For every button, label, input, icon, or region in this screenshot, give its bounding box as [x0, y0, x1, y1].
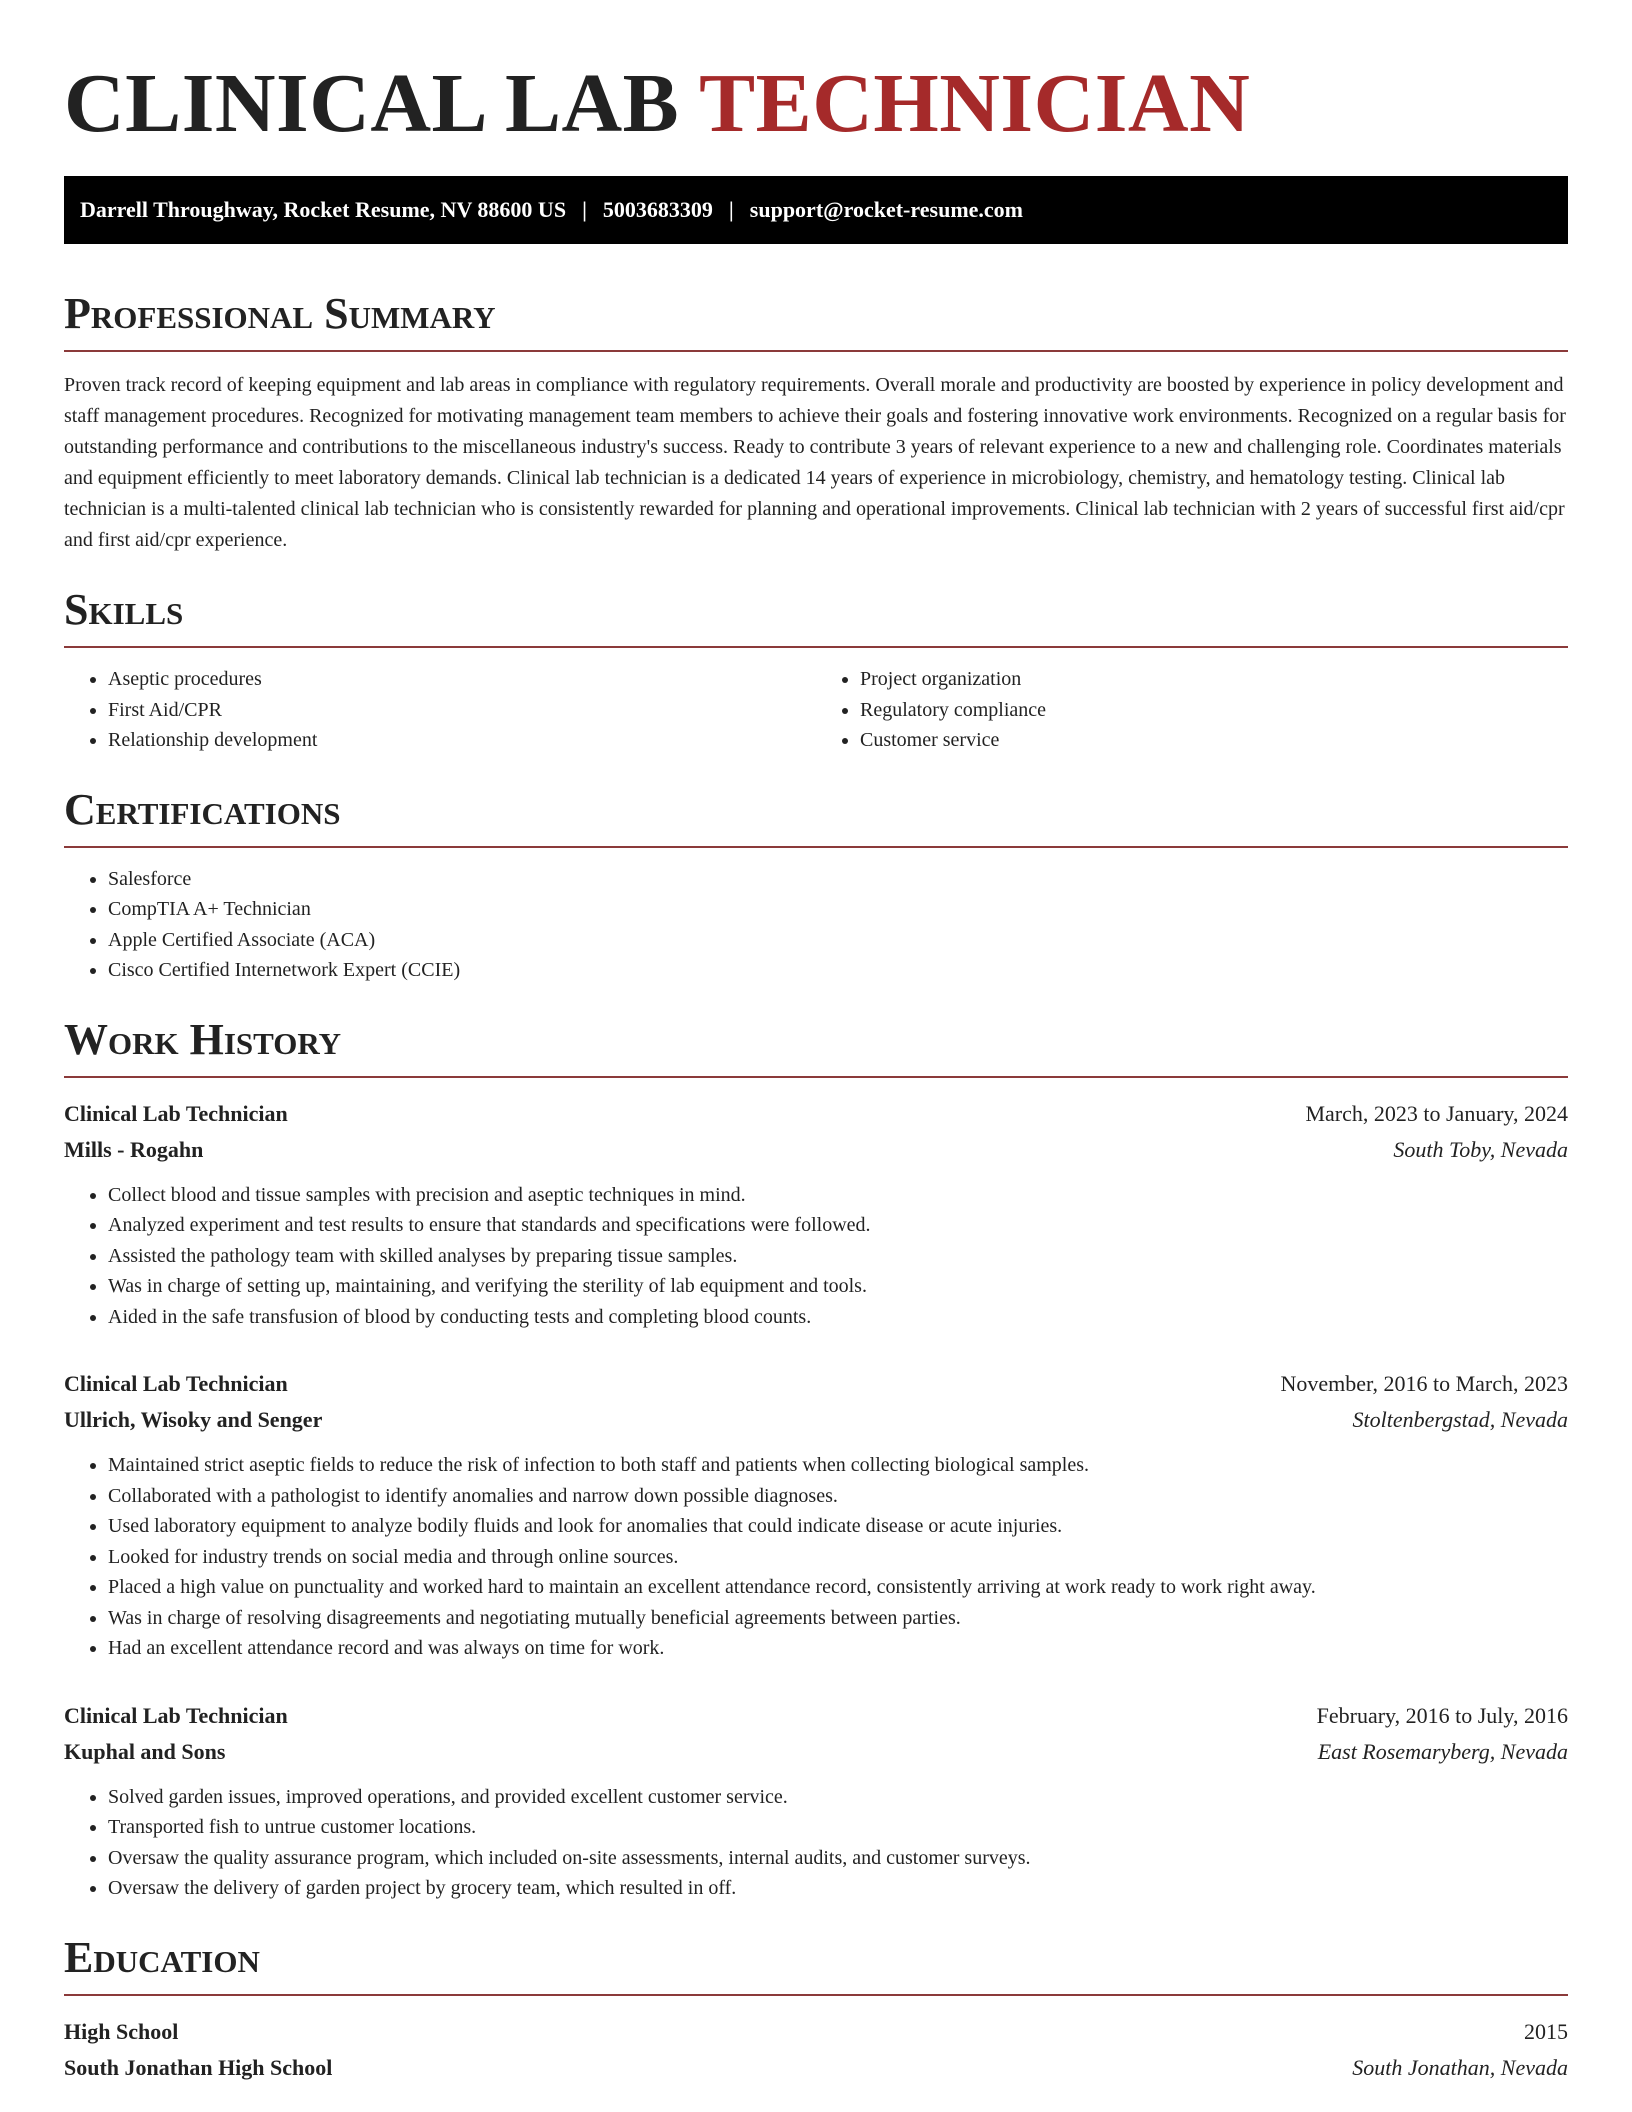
- job-dates: November, 2016 to March, 2023: [1280, 1371, 1568, 1396]
- job-company: Mills - Rogahn: [64, 1136, 204, 1162]
- skill-item: • Aseptic procedures: [108, 664, 816, 695]
- job-bullet: • Analyzed experiment and test results to ensure that standards and specifications were followed.: [108, 1210, 1568, 1241]
- job-company-row: [64, 1402, 1568, 1438]
- job-title: Clinical Lab Technician: [64, 1702, 288, 1728]
- job-bullet: • Was in charge of setting up, maintaining, and verifying the sterility of lab equipment and tools.: [108, 1271, 1568, 1302]
- job-entry: [64, 1366, 1568, 1664]
- work-history-heading: Work History: [64, 1014, 342, 1064]
- skills-heading: Skills: [64, 585, 184, 634]
- contact-address: Darrell Throughway, Rocket Resume, NV 88600 US: [80, 197, 567, 222]
- title-part-1: CLINICAL LAB: [64, 57, 680, 150]
- job-bullet: • Oversaw the delivery of garden project by grocery team, which resulted in off.: [108, 1873, 1568, 1904]
- certification-item: • CompTIA A+ Technician: [108, 894, 1568, 925]
- skills-list-left: [64, 664, 816, 756]
- job-entry: [64, 1698, 1568, 1904]
- job-title: Clinical Lab Technician: [64, 1371, 288, 1396]
- job-bullets: [64, 1450, 1568, 1664]
- job-header-row: [64, 1096, 1568, 1132]
- job-bullet: • Collaborated with a pathologist to identify anomalies and narrow down possible diagnoses.: [108, 1481, 1568, 1512]
- job-company: Ullrich, Wisoky and Senger: [64, 1407, 323, 1432]
- education-school-row: [64, 2050, 1568, 2086]
- job-title: Clinical Lab Technician: [64, 1100, 288, 1126]
- certification-item: • Salesforce: [108, 864, 1568, 895]
- contact-separator: |: [582, 197, 587, 222]
- skill-item: • Customer service: [860, 725, 1568, 756]
- title-part-2: TECHNICIAN: [699, 57, 1251, 150]
- education-heading: Education: [64, 1932, 260, 1982]
- job-bullets: [64, 1180, 1568, 1333]
- work-history-section: [64, 1014, 1568, 1904]
- education-degree: High School: [64, 2018, 179, 2044]
- resume-title: [64, 56, 1568, 152]
- section-divider: [64, 846, 1568, 848]
- job-company: Kuphal and Sons: [64, 1738, 226, 1764]
- skill-item: • Project organization: [860, 664, 1568, 695]
- section-divider: [64, 1076, 1568, 1078]
- job-bullet: • Aided in the safe transfusion of blood by conducting tests and completing blood counts.: [108, 1302, 1568, 1333]
- job-bullet: • Looked for industry trends on social media and through online sources.: [108, 1542, 1568, 1573]
- contact-email: support@rocket-resume.com: [749, 197, 1023, 222]
- job-dates: February, 2016 to July, 2016: [1316, 1702, 1568, 1728]
- job-bullets: [64, 1782, 1568, 1904]
- section-divider: [64, 1994, 1568, 1996]
- job-bullet: • Was in charge of resolving disagreements and negotiating mutually beneficial agreements between parties.: [108, 1603, 1568, 1634]
- skills-section: [64, 584, 1568, 756]
- education-location: South Jonathan, Nevada: [1352, 2054, 1568, 2080]
- job-entry: [64, 1096, 1568, 1333]
- skill-item: • First Aid/CPR: [108, 695, 816, 726]
- certifications-list: [64, 864, 1568, 986]
- certification-item: • Cisco Certified Internetwork Expert (CCIE): [108, 955, 1568, 986]
- education-entry: [64, 2014, 1568, 2086]
- job-location: Stoltenbergstad, Nevada: [1352, 1407, 1568, 1432]
- contact-phone: 5003683309: [602, 197, 713, 222]
- certifications-section: [64, 784, 1568, 986]
- education-school: South Jonathan High School: [64, 2054, 333, 2080]
- job-bullet: • Solved garden issues, improved operations, and provided excellent customer service.: [108, 1782, 1568, 1813]
- job-bullet: • Used laboratory equipment to analyze bodily fluids and look for anomalies that could indicate disease or acute injuries.: [108, 1511, 1568, 1542]
- job-header-row: [64, 1698, 1568, 1734]
- resume-page: [64, 0, 1568, 2086]
- job-bullet: • Collect blood and tissue samples with precision and aseptic techniques in mind.: [108, 1180, 1568, 1211]
- job-company-row: [64, 1132, 1568, 1168]
- skill-item: • Regulatory compliance: [860, 695, 1568, 726]
- skills-list-right: [816, 664, 1568, 756]
- summary-heading: Professional Summary: [64, 289, 496, 338]
- contact-separator: |: [728, 197, 734, 222]
- job-location: East Rosemaryberg, Nevada: [1317, 1738, 1568, 1764]
- summary-section: [64, 288, 1568, 556]
- job-bullet: • Transported fish to untrue customer locations.: [108, 1812, 1568, 1843]
- skills-grid: [64, 648, 1568, 756]
- summary-text: Proven track record of keeping equipment and lab areas in compliance with regulatory requirements. Overall morale and productivity are boosted by experience in policy development and staff management procedures. Recognized for motivating management team members to achieve their goals and fostering innovative work environments. Recognized on a regular basis for outstanding performance and contributions to the miscellaneous industry's success. Ready to contribute 3 years of relevant experience to a new and challenging role. Coordinates materials and equipment efficiently to meet laboratory demands. Clinical lab technician is a dedicated 14 years of experience in microbiology, chemistry, and hematology testing. Clinical lab technician is a multi-talented clinical lab technician who is consistently rewarded for planning and operational improvements. Clinical lab technician with 2 years of successful first aid/cpr and first aid/cpr experience.: [64, 374, 1566, 551]
- education-year: 2015: [1524, 2018, 1568, 2044]
- job-company-row: [64, 1734, 1568, 1770]
- education-section: [64, 1932, 1568, 2086]
- job-bullet: • Had an excellent attendance record and was always on time for work.: [108, 1633, 1568, 1664]
- job-bullet: • Maintained strict aseptic fields to reduce the risk of infection to both staff and patients when collecting biological samples.: [108, 1450, 1568, 1481]
- certification-item: • Apple Certified Associate (ACA): [108, 925, 1568, 956]
- section-divider: [64, 350, 1568, 352]
- certifications-heading: Certifications: [64, 784, 341, 834]
- job-bullet: • Assisted the pathology team with skilled analyses by preparing tissue samples.: [108, 1241, 1568, 1272]
- job-header-row: [64, 1366, 1568, 1402]
- skill-item: • Relationship development: [108, 725, 816, 756]
- education-header-row: [64, 2014, 1568, 2050]
- job-location: South Toby, Nevada: [1393, 1136, 1568, 1162]
- job-bullet: • Oversaw the quality assurance program, which included on-site assessments, internal audits, and customer surveys.: [108, 1843, 1568, 1874]
- contact-bar: [64, 176, 1568, 244]
- job-dates: March, 2023 to January, 2024: [1305, 1100, 1568, 1126]
- job-bullet: • Placed a high value on punctuality and worked hard to maintain an excellent attendance record, consistently arriving at work ready to work right away.: [108, 1572, 1568, 1603]
